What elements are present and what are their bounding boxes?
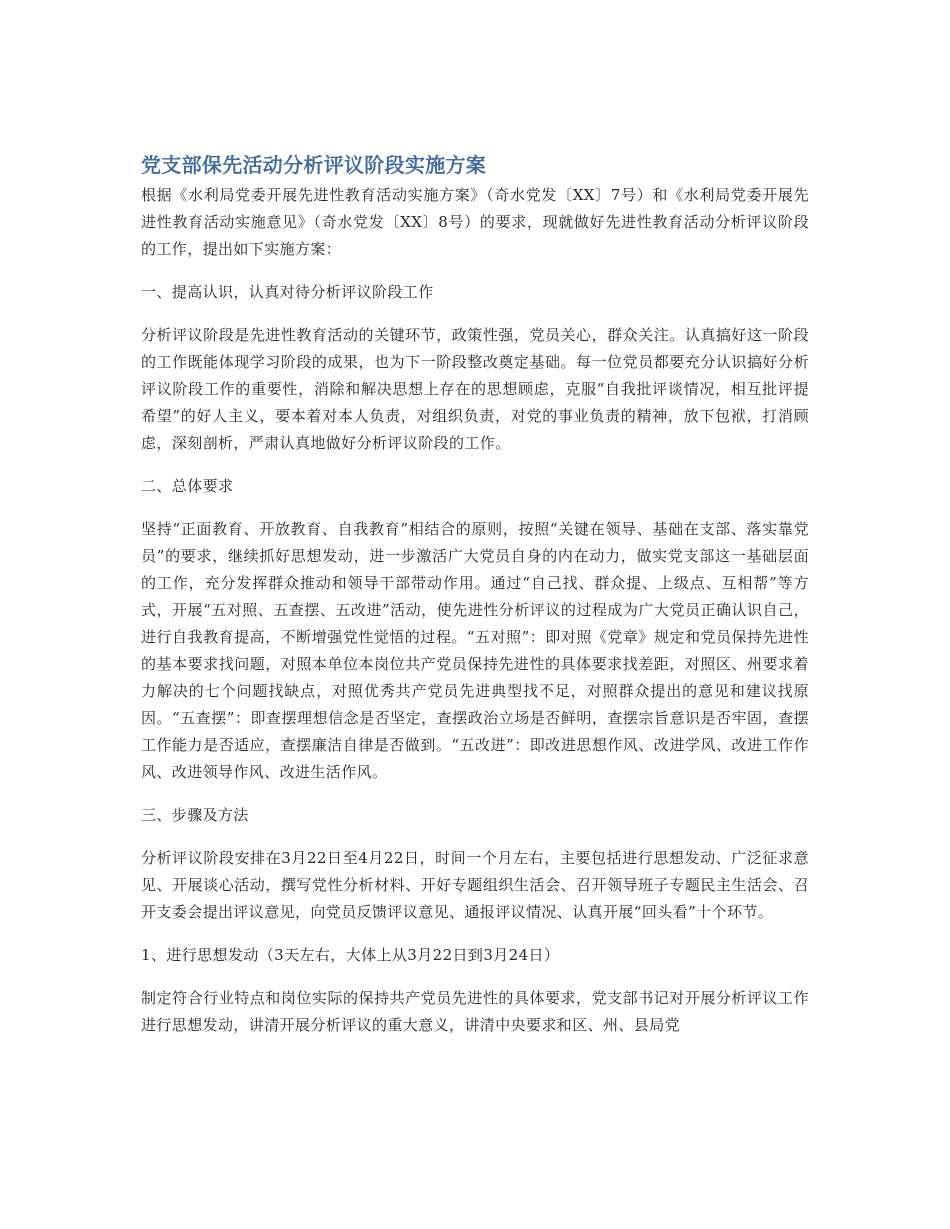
intro-paragraph: 根据《水利局党委开展先进性教育活动实施方案》（奇水党发〔XX〕7号）和《水利局党委开展先进性教育活动实施意见》（奇水党发〔XX〕8号）的要求，现就做好先进性教育活动分析评议阶段的工作，提出如下实施方案： <box>141 186 809 258</box>
document-title: 党支部保先活动分析评议阶段实施方案 <box>141 153 487 177</box>
step-body-1: 制定符合行业特点和岗位实际的保持共产党员先进性的具体要求，党支部书记对开展分析评议工作进行思想发动，讲清开展分析评议的重大意义，讲清中央要求和区、州、县局党 <box>141 989 809 1034</box>
step-heading-1: 1、进行思想发动（3天左右，大体上从3月22日到3月24日） <box>141 946 560 964</box>
section-body-3: 分析评议阶段安排在3月22日至4月22日，时间一个月左右，主要包括进行思想发动、广泛征求意见、开展谈心活动，撰写党性分析材料、开好专题组织生活会、召开领导班子专题民主生活会、召开支委会提出评议意见，向党员反馈评议意见、通报评议情况、认真开展“回头看”十个环节。 <box>141 849 809 921</box>
section-heading-2: 二、总体要求 <box>141 477 234 495</box>
document-page <box>141 150 809 1039</box>
section-body-1: 分析评议阶段是先进性教育活动的关键环节，政策性强，党员关心，群众关注。认真搞好这一阶段的工作既能体现学习阶段的成果，也为下一阶段整改奠定基础。每一位党员都要充分认识搞好分析评议阶段工作的重要性，消除和解决思想上存在的思想顾虑，克服“自我批评谈情况，相互批评提希望”的好人主义，要本着对本人负责，对组织负责，对党的事业负责的精神，放下包袱，打消顾虑，深刻剖析，严肃认真地做好分析评议阶段的工作。 <box>141 326 809 452</box>
section-body-2: 坚持“正面教育、开放教育、自我教育”相结合的原则，按照“关键在领导、基础在支部、落实靠党员”的要求，继续抓好思想发动，进一步激活广大党员自身的内在动力，做实党支部这一基础层面的工作，充分发挥群众推动和领导干部带动作用。通过“自己找、群众提、上级点、互相帮”等方式，开展“五对照、五查摆、五改进”活动，使先进性分析评议的过程成为广大党员正确认识自己，进行自我教育提高，不断增强党性觉悟的过程。“五对照”：即对照《党章》规定和党员保持先进性的基本要求找问题，对照本单位本岗位共产党员保持先进性的具体要求找差距，对照区、州要求着力解决的七个问题找缺点，对照优秀共产党员先进典型找不足，对照群众提出的意见和建议找原因。“五查摆”：即查摆理想信念是否坚定，查摆政治立场是否鲜明，查摆宗旨意识是否牢固，查摆工作能力是否适应，查摆廉洁自律是否做到。“五改进”：即改进思想作风、改进学风、改进工作作风、改进领导作风、改进生活作风。 <box>141 520 809 781</box>
section-heading-3: 三、步骤及方法 <box>141 806 249 824</box>
section-heading-1: 一、提高认识，认真对待分析评议阶段工作 <box>141 283 434 301</box>
